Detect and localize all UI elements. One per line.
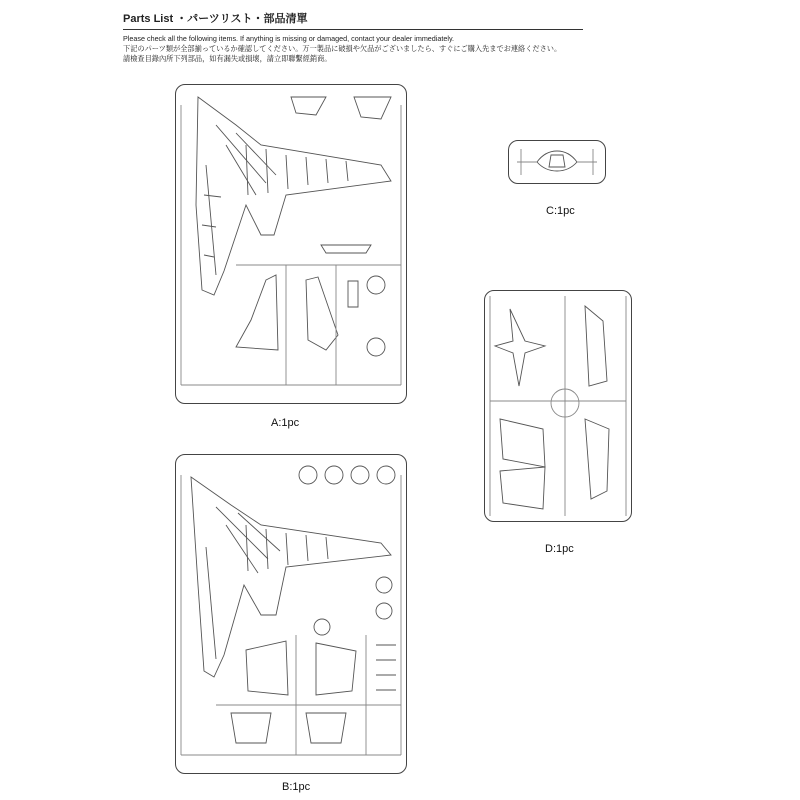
parts-list-title: Parts List ・パーツリスト・部品清單 xyxy=(123,10,583,30)
instruction-japanese: 下記のパーツ類が全部揃っているか確認してください。万一製品に破損や欠品がございましたら、すぐにご購入先までお連絡ください。 xyxy=(123,44,562,53)
sprue-b-diagram xyxy=(175,454,407,774)
sprue-b-label: B:1pc xyxy=(282,781,311,793)
sprue-c-diagram xyxy=(508,140,606,184)
instruction-english: Please check all the following items. If anything is missing or damaged, contact your dealer immediately. xyxy=(123,34,455,43)
instruction-chinese: 請檢查目錄內所下列部品，如有漏失或損壞，請立即聯繫經銷商。 xyxy=(123,54,332,63)
sprue-a-diagram xyxy=(175,84,407,404)
parts-list-header xyxy=(123,10,583,64)
sprue-d-diagram xyxy=(484,290,632,522)
sprue-d-label: D:1pc xyxy=(545,543,574,555)
sprue-c-label: C:1pc xyxy=(546,205,575,217)
sprue-a-label: A:1pc xyxy=(271,417,300,429)
